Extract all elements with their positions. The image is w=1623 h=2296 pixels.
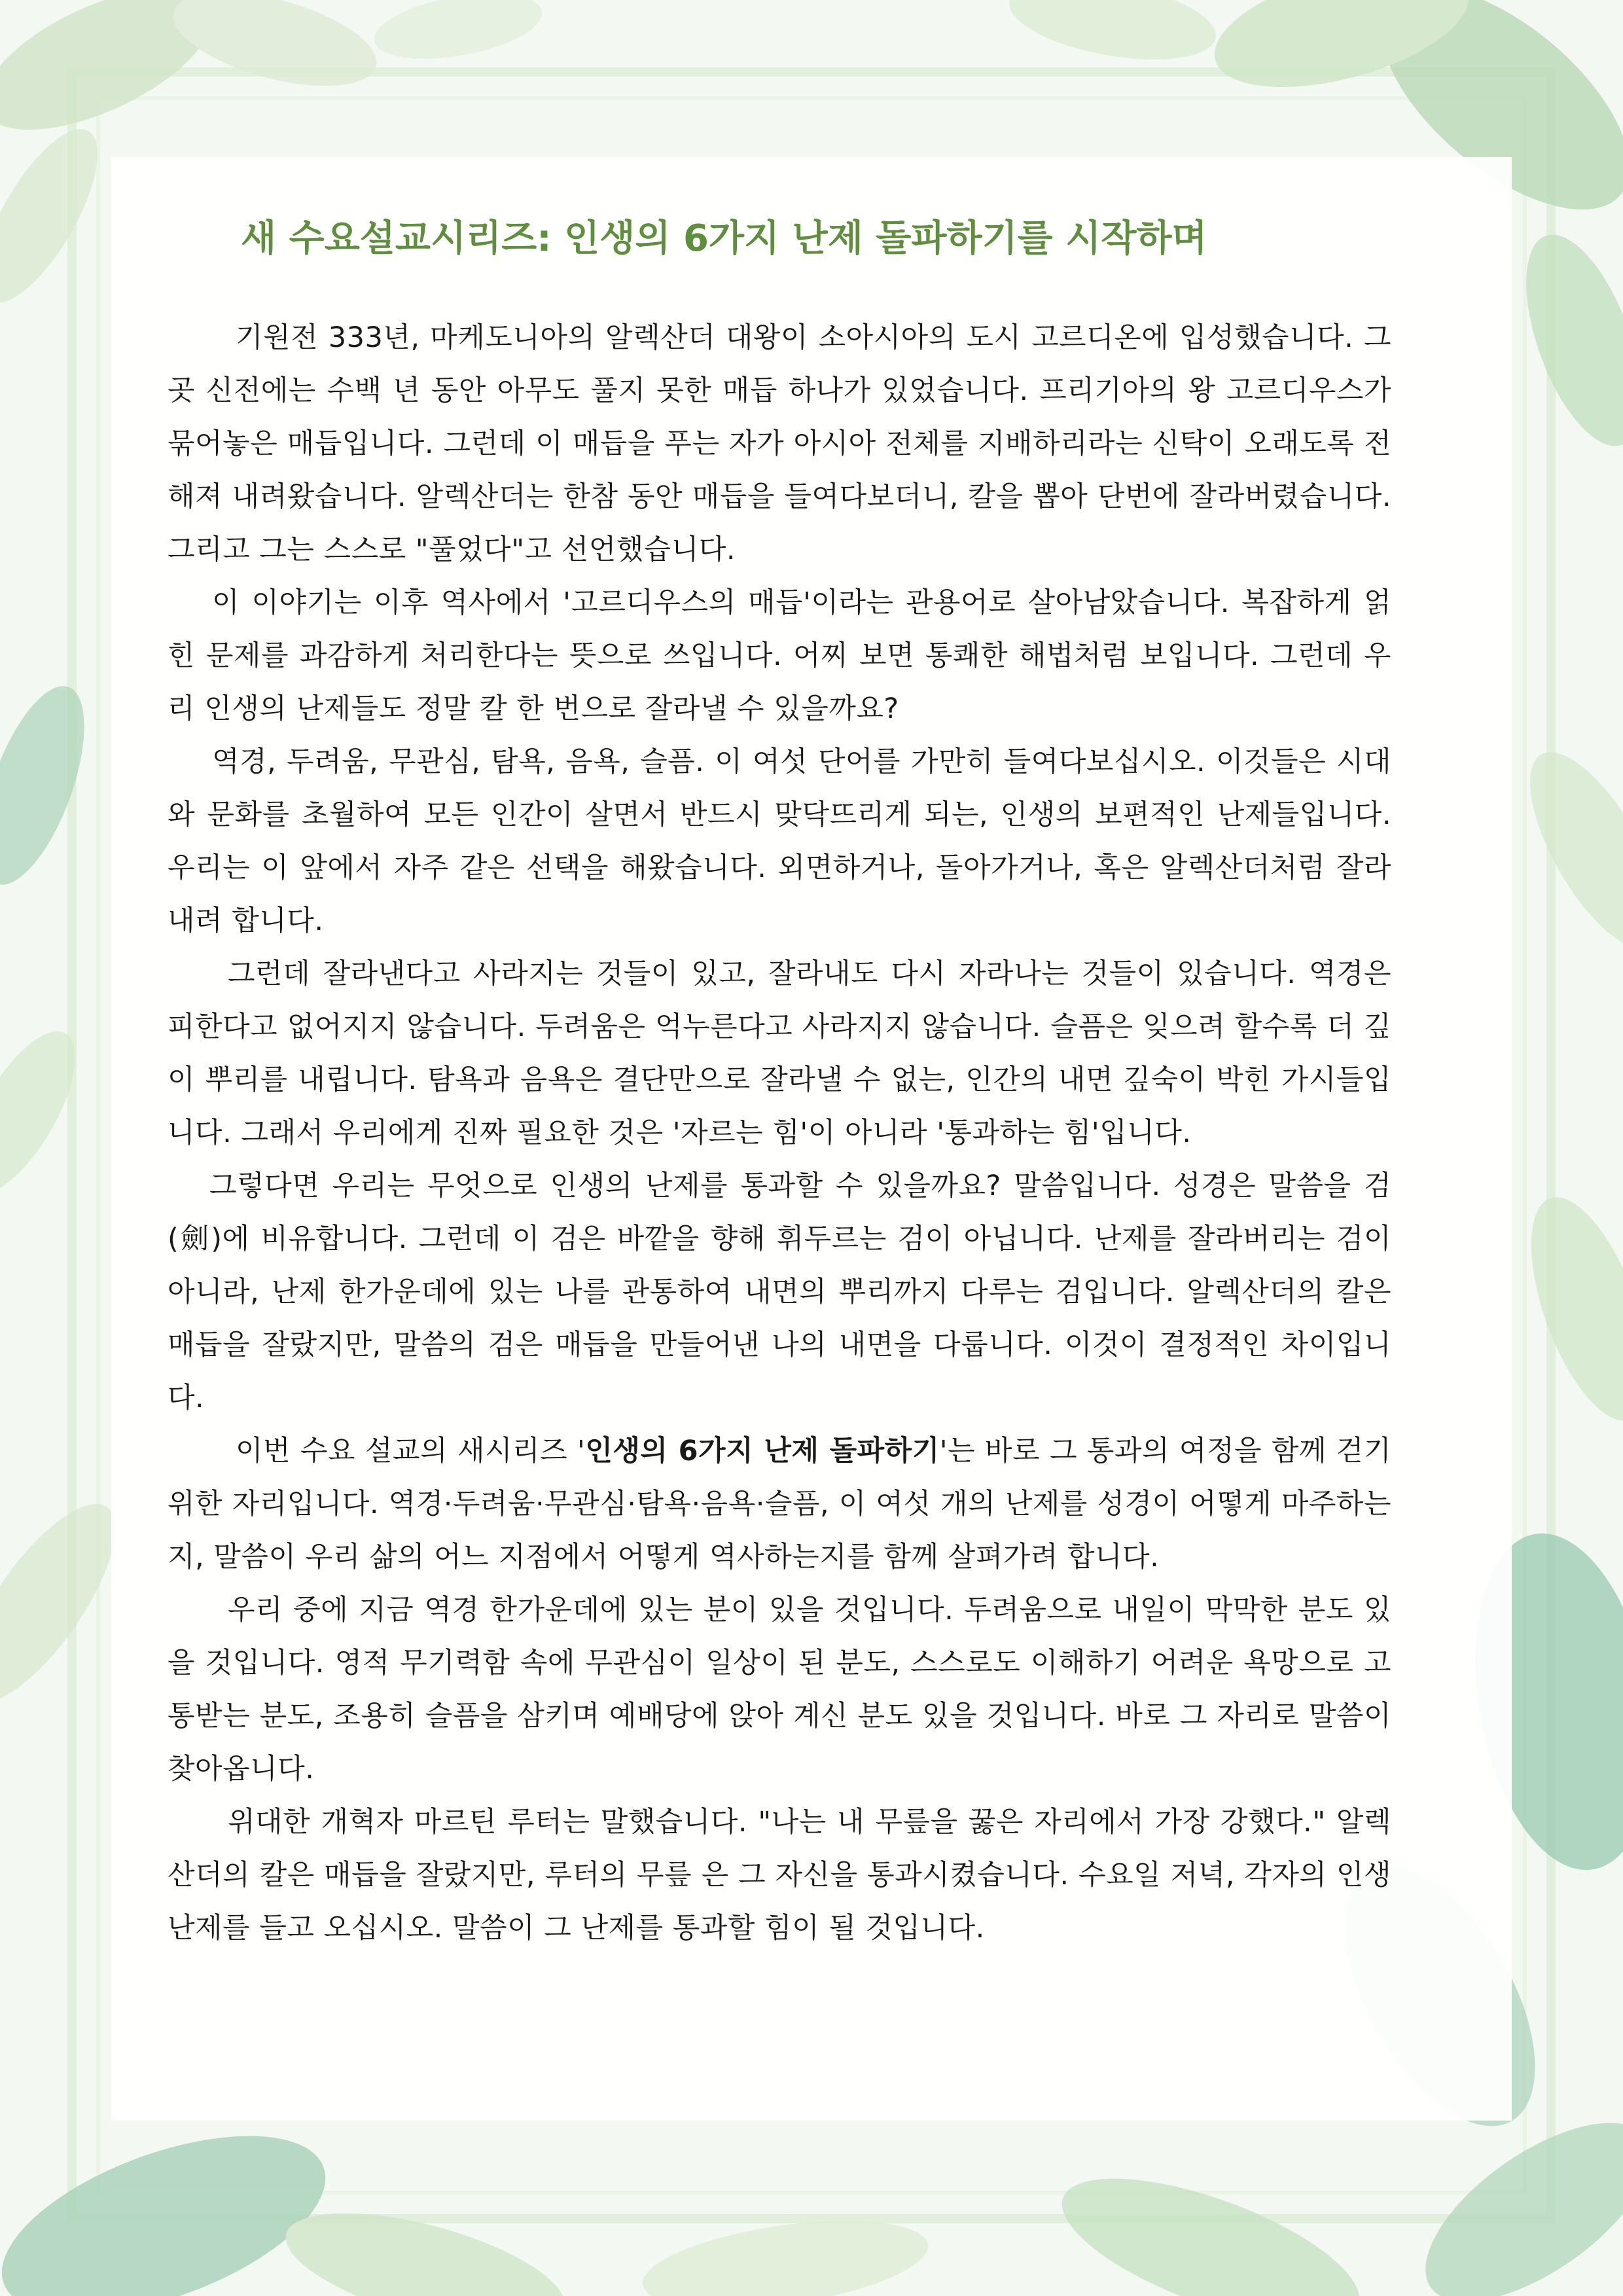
paragraph-4: 그런데 잘라낸다고 사라지는 것들이 있고, 잘라내도 다시 자라나는 것들이 있습니다. 역경은 피한다고 없어지지 않습니다. 두려움은 억누른다고 사라지지 않습니다. 슬픔은 잊으려 할수록 더 깊이 뿌리를 내립니다. 탐욕과 음욕은 결단만으로 잘라낼 수 없는, 인간의 내면 깊숙이 박힌 가시들입니다. 그래서 우리에게 진짜 필요한 것은 '자르는 힘'이 아니라 '통과하는 힘'입니다.: [168, 958, 1391, 1149]
paragraph-1: 기원전 333년, 마케도니아의 알렉산더 대왕이 소아시아의 도시 고르디온에 입성했습니다. 그곳 신전에는 수백 년 동안 아무도 풀지 못한 매듭 하나가 있었습니다. 프리기아의 왕 고르디우스가 묶어놓은 매듭입니다. 그런데 이 매듭을 푸는 자가 아시아 전체를 지배하리라는 신탁이 오래도록 전해져 내려왔습니다. 알렉산더는 한참 동안 매듭을 들여다보더니, 칼을 뽑아 단번에 잘라버렸습니다. 그리고 그는 스스로 "풀었다"고 선언했습니다.: [168, 321, 1391, 566]
article: [168, 209, 1391, 1955]
paragraph-8: 위대한 개혁자 마르틴 루터는 말했습니다. "나는 내 무릎을 꿇은 자리에서 가장 강했다." 알렉산더의 칼은 매듭을 잘랐지만, 루터의 무릎 은 그 자신을 통과시켰습니다. 수요일 저녁, 각자의 인생 난제를 들고 오십시오. 말씀이 그 난제를 통과할 힘이 될 것입니다.: [168, 1806, 1391, 1945]
paragraph-2: 이 이야기는 이후 역사에서 '고르디우스의 매듭'이라는 관용어로 살아남았습니다. 복잡하게 얽힌 문제를 과감하게 처리한다는 뜻으로 쓰입니다. 어찌 보면 통쾌한 해법처럼 보입니다. 그런데 우리 인생의 난제들도 정말 칼 한 번으로 잘라낼 수 있을까요?: [168, 586, 1391, 725]
paragraph-3: 역경, 두려움, 무관심, 탐욕, 음욕, 슬픔. 이 여섯 단어를 가만히 들여다보십시오. 이것들은 시대와 문화를 초월하여 모든 인간이 살면서 반드시 맞닥뜨리게 되는, 인생의 보편적인 난제들입니다. 우리는 이 앞에서 자주 같은 선택을 해왔습니다. 외면하거나, 돌아가거나, 혹은 알렉산더처럼 잘라내려 합니다.: [168, 745, 1391, 937]
paragraph-6-lead: 이번 수요 설교의 새시리즈 ': [236, 1435, 586, 1467]
paragraph-6-rest: '는 바로 그 통과의 여정을 함께 걷기 위한 자리입니다. 역경·두려움·무관심·탐욕·음욕·슬픔, 이 여섯 개의 난제를 성경이 어떻게 마주하는지, 말씀이 우리 삶의 어느 지점에서 어떻게 역사하는지를 함께 살펴가려 합니다.: [168, 1435, 1391, 1573]
series-title-bold: 인생의 6가지 난제 돌파하기: [585, 1435, 940, 1467]
paragraph-7: 우리 중에 지금 역경 한가운데에 있는 분이 있을 것입니다. 두려움으로 내일이 막막한 분도 있을 것입니다. 영적 무기력함 속에 무관심이 일상이 된 분도, 스스로도 이해하기 어려운 욕망으로 고통받는 분도, 조용히 슬픔을 삼키며 예배당에 앉아 계신 분도 있을 것입니다. 바로 그 자리로 말씀이 찾아옵니다.: [168, 1594, 1391, 1785]
paragraph-5: 그렇다면 우리는 무엇으로 인생의 난제를 통과할 수 있을까요? 말씀입니다. 성경은 말씀을 검(劍)에 비유합니다. 그런데 이 검은 바깥을 향해 휘두르는 검이 아닙니다. 난제를 잘라버리는 검이 아니라, 난제 한가운데에 있는 나를 관통하여 내면의 뿌리까지 다루는 검입니다. 알렉산더의 칼은 매듭을 잘랐지만, 말씀의 검은 매듭을 만들어낸 나의 내면을 다룹니다. 이것이 결정적인 차이입니다.: [168, 1170, 1391, 1414]
paragraph-6: [168, 1425, 1391, 1584]
page-title: 새 수요설교시리즈: 인생의 6가지 난제 돌파하기를 시작하며: [241, 217, 1207, 260]
